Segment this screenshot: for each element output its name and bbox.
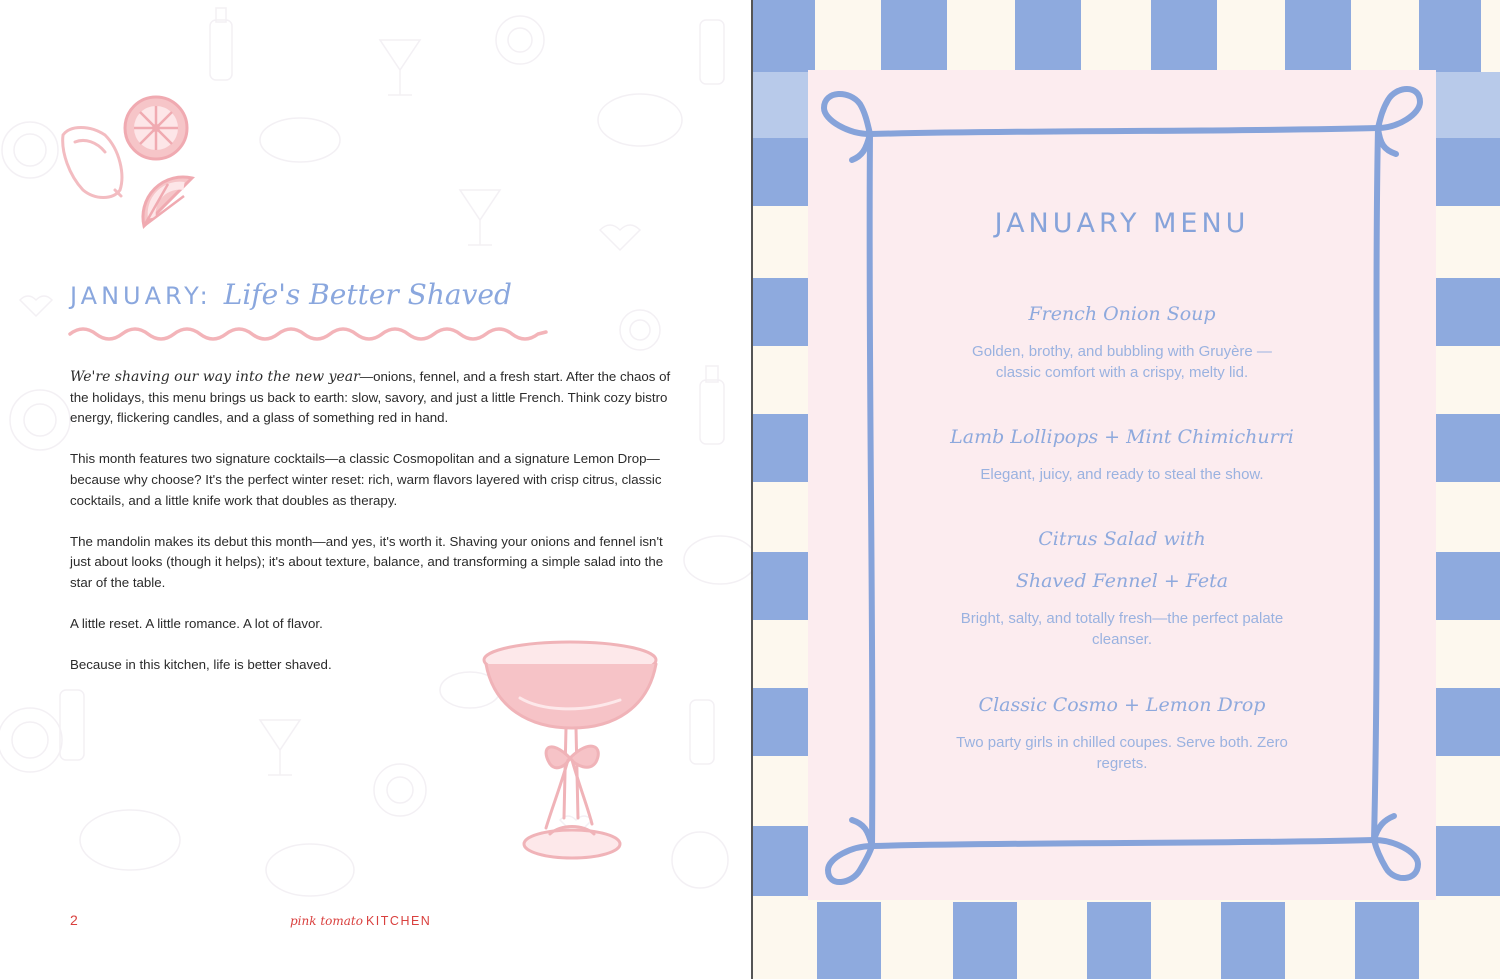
intro-text: —onions, fennel, and a fresh start. After the chaos of the holidays, this menu brings us back to earth: slow, savory, and just a little French. Think cozy bistro energy, flickering candles, and a glass of something red in hand. — [70, 369, 671, 426]
body-paragraph: A little reset. A little romance. A lot of flavor. — [70, 616, 323, 632]
menu-item-description: Elegant, juicy, and ready to steal the show. — [980, 466, 1264, 483]
body-paragraph: The mandolin makes its debut this month—and yes, it's worth it. Shaving your onions and fennel isn't just about looks (though it helps); it's about texture, balance, and transforming a simple salad into the star of the table. — [70, 533, 664, 590]
ribbon-frame-icon — [808, 70, 1436, 900]
citrus-slice-icon — [138, 172, 198, 232]
intro-paragraph — [70, 367, 680, 429]
page-number: 2 — [70, 912, 78, 928]
menu-item-name: Classic Cosmo + Lemon Drop — [978, 694, 1266, 716]
menu-item-name-line2: Shaved Fennel + Feta — [1015, 570, 1229, 592]
menu-item-description: Golden, brothy, and bubbling with Gruyère —classic comfort with a crispy, melty lid. — [972, 343, 1272, 381]
menu-item — [808, 518, 1436, 650]
heading-theme: Life's Better Shaved — [223, 278, 512, 311]
heading-month: JANUARY: — [70, 282, 212, 310]
menu-item-name: French Onion Soup — [1028, 303, 1216, 325]
menu-item-description: Bright, salty, and totally fresh—the perfect palate cleanser. — [960, 610, 1284, 648]
wavy-underline-icon — [68, 322, 550, 344]
menu-item — [808, 416, 1436, 485]
footer-brand — [290, 912, 431, 930]
menu-title: JANUARY MENU — [994, 208, 1250, 239]
citrus-slice-icon — [120, 92, 192, 164]
menu-item-name: Lamb Lollipops + Mint Chimichurri — [950, 426, 1294, 448]
page-heading — [70, 278, 690, 328]
menu-item-description: Two party girls in chilled coupes. Serve both. Zero regrets. — [956, 734, 1288, 772]
brand-script: pink tomato — [290, 914, 363, 928]
coupe-glass-icon — [480, 638, 662, 870]
body-paragraph: This month features two signature cocktails—a classic Cosmopolitan and a signature Lemon Drop—because why choose? It's the perfect winter reset: rich, warm flavors layered with crisp citrus, classic cocktails, and a little knife work that doubles as therapy. — [70, 451, 662, 508]
intro-lead: We're shaving our way into the new year — [70, 369, 360, 385]
brand-word: KITCHEN — [365, 914, 432, 928]
menu-item — [808, 684, 1436, 774]
body-paragraph: Because in this kitchen, life is better shaved. — [70, 657, 332, 673]
menu-item-name-line1: Citrus Salad with — [1038, 528, 1206, 550]
right-page — [753, 0, 1500, 979]
menu-item — [808, 293, 1436, 383]
